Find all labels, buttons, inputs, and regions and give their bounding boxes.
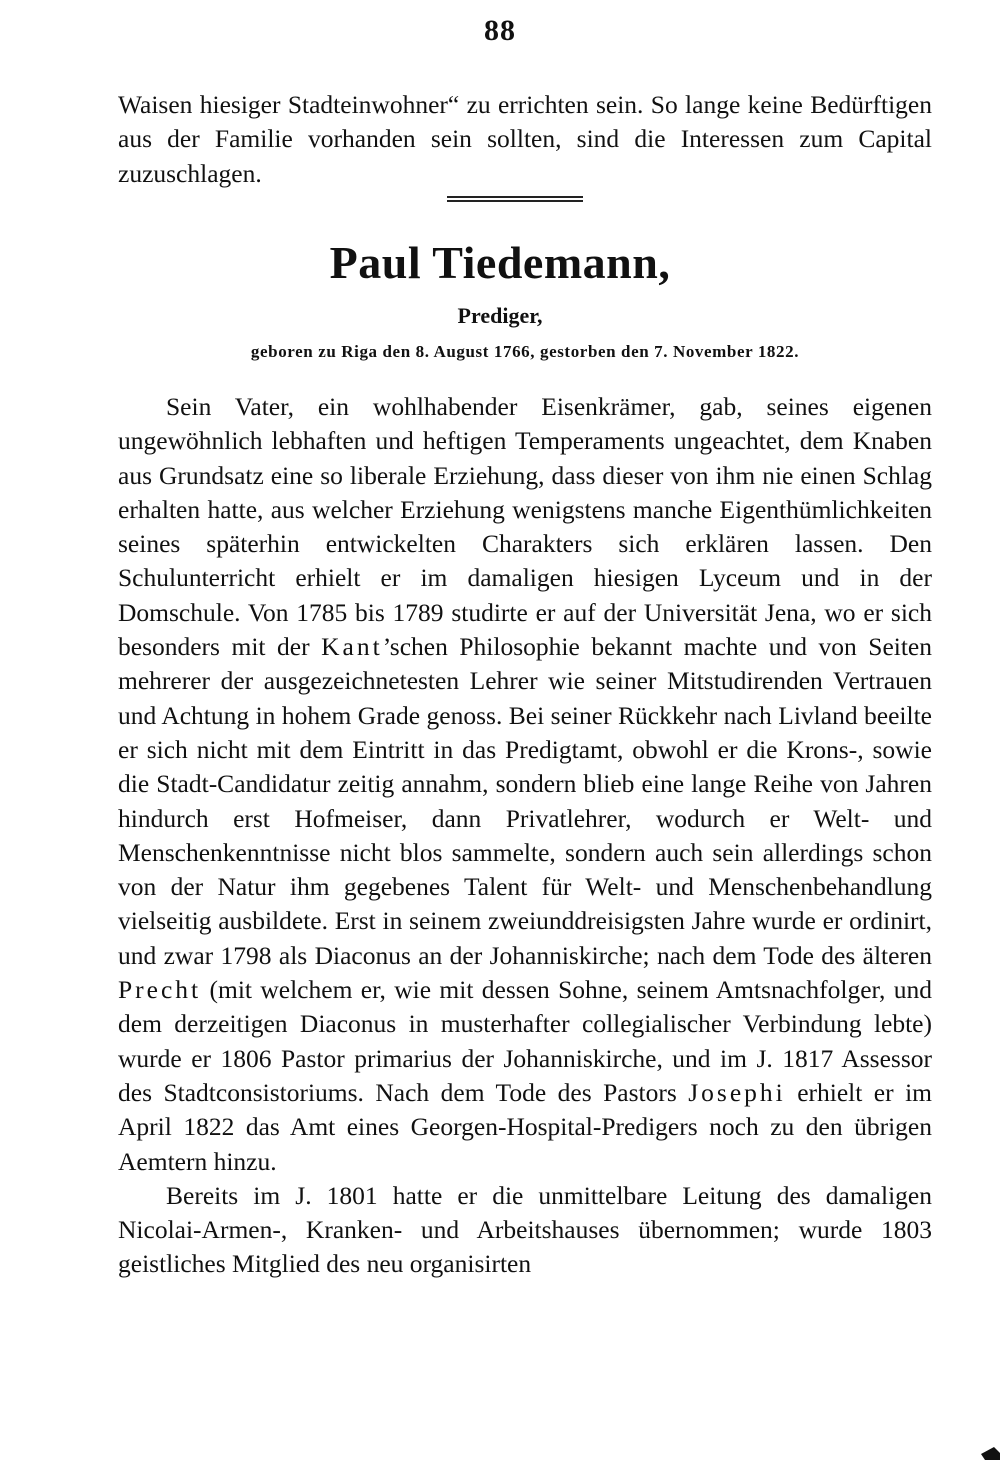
page-number: 88 <box>484 14 516 47</box>
biography-text-segment: Sein Vater, ein wohlhabender Eisenkrämer, gab, seines eigenen ungewöhnlich lebhaften und heftigen Temperaments ungeachtet, dem Knaben aus Grundsatz eine so liberale Erziehung, dass dieser von ihm nie einen Schlag erhalten hatte, aus welcher Erziehung wenigstens manche Eigenthümlichkeiten seines späterhin entwickelten Charakters sich erklären lassen. Den Schulunterricht erhielt er im damaligen hiesigen Lyceum und in der Domschule. Von 1785 bis 1789 studirte er auf der Universität Jena, wo er sich besonders mit der <box>118 392 932 662</box>
biography-text-segment: ’schen Philosophie bekannt machte und von Seiten mehrerer der ausgezeichnetesten Lehrer wie seiner Mitstudirenden Vertrauen und Achtung in hohem Grade genoss. Bei seiner Rückkehr nach Livland beeilte er sich nicht mit dem Eintritt in das Predigtamt, obwohl er die Krons-, sowie die Stadt-Candidatur zeitig annahm, sondern blieb eine lange Reihe von Jahren hindurch erst Hofmeiser, dann Privatlehrer, wodurch er Welt- und Menschenkenntnisse nicht blos sammelte, sondern auch sein allerdings schon von der Natur ihm gegebenes Talent für Welt- und Menschenbehandlung vielseitig ausbildete. Erst in seinem zweiunddreisigsten Jahre wurde er ordinirt, und zwar 1798 als Diaconus an der Johanniskirche; nach dem Tode des älteren <box>118 632 933 970</box>
intro-paragraph <box>118 88 932 191</box>
biography-paragraph-1 <box>118 390 932 1179</box>
biography-text-segment: erhielt er im April 1822 das Amt eines Georgen-Hospital-Predigers noch zu den übrigen Aemtern hinzu. <box>118 1077 932 1176</box>
biography-text-segment: (mit welchem er, wie mit dessen Sohne, seinem Amtsnachfolger, und dem derzeitigen Diaconus in musterhafter collegialischer Verbindung lebte) wurde er 1806 Pastor primarius der Johanniskirche, und im J. 1817 Assessor des Stadtconsistoriums. Nach dem Tode des Pastors <box>118 975 933 1107</box>
entry-title: Paul Tiedemann, <box>329 237 671 288</box>
name-kant: Kant <box>321 632 383 662</box>
name-josephi: Josephi <box>688 1077 786 1107</box>
intro-text: Waisen hiesiger Stadteinwohner“ zu errichten sein. So lange keine Bedürftigen aus der Familie vorhanden sein sollten, sind die Interessen zum Capital zuzuschlagen. <box>118 90 932 188</box>
corner-mark-icon <box>981 1446 1000 1460</box>
section-divider <box>447 196 583 202</box>
entry-lifespan: geboren zu Riga den 8. August 1766, gestorben den 7. November 1822. <box>250 342 800 361</box>
biography-paragraph-2: Bereits im J. 1801 hatte er die unmittelbare Leitung des damaligen Nicolai-Armen-, Kranken- und Arbeitshauses übernommen; wurde 1803 geistliches Mitglied des neu organisirten <box>118 1180 932 1279</box>
name-precht: Precht <box>118 975 202 1005</box>
entry-role: Prediger, <box>457 303 543 328</box>
biography-text <box>118 390 932 1282</box>
